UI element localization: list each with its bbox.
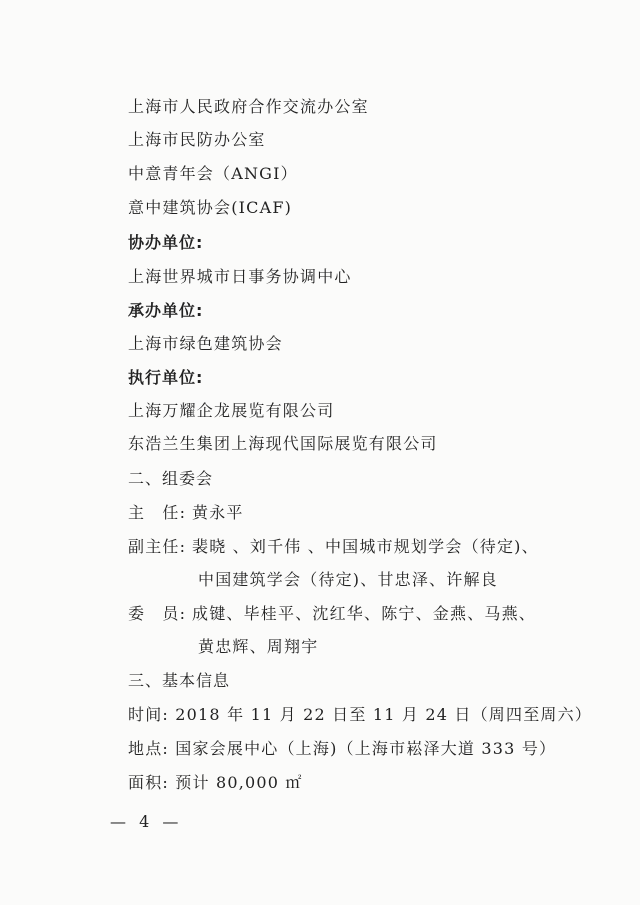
- director-value: 黄永平: [192, 503, 244, 522]
- basic-info-heading: 三、基本信息: [128, 671, 231, 690]
- co-organizer-item: 上海世界城市日事务协调中心: [128, 267, 352, 286]
- members-label: 委 员:: [128, 604, 187, 623]
- undertaker-item: 上海市绿色建筑协会: [128, 334, 283, 353]
- place-row: 地点: 国家会展中心（上海)（上海市崧泽大道 333 号）: [128, 739, 557, 758]
- vice-director-value-cont: 中国建筑学会（待定)、甘忠泽、许解良: [198, 570, 498, 589]
- time-row: 时间: 2018 年 11 月 22 日至 11 月 24 日（周四至周六）: [128, 705, 593, 724]
- co-organizer-heading: 协办单位:: [128, 233, 204, 252]
- executor-item: 上海万耀企龙展览有限公司: [128, 401, 335, 420]
- page-number: — 4 —: [110, 812, 183, 831]
- members-row: [128, 603, 536, 625]
- organizer-item: 意中建筑协会(ICAF): [128, 198, 293, 217]
- organizer-item: 上海市民防办公室: [128, 130, 266, 149]
- committee-heading: 二、组委会: [128, 469, 214, 488]
- area-row: 面积: 预计 80,000 ㎡: [128, 773, 303, 792]
- organizer-item: 上海市人民政府合作交流办公室: [128, 97, 369, 116]
- executor-item: 东浩兰生集团上海现代国际展览有限公司: [128, 434, 438, 453]
- executor-heading: 执行单位:: [128, 368, 204, 387]
- director-row: [128, 502, 244, 524]
- vice-director-label: 副主任:: [128, 537, 187, 556]
- vice-director-row: [128, 536, 539, 558]
- vice-director-value: 裴晓 、刘千伟 、中国城市规划学会（待定)、: [192, 537, 539, 556]
- undertaker-heading: 承办单位:: [128, 301, 204, 320]
- members-value-cont: 黄忠辉、周翔宇: [198, 637, 319, 656]
- members-value: 成键、毕桂平、沈红华、陈宁、金燕、马燕、: [192, 604, 537, 623]
- director-label: 主 任:: [128, 503, 187, 522]
- organizer-item: 中意青年会（ANGI）: [128, 164, 298, 183]
